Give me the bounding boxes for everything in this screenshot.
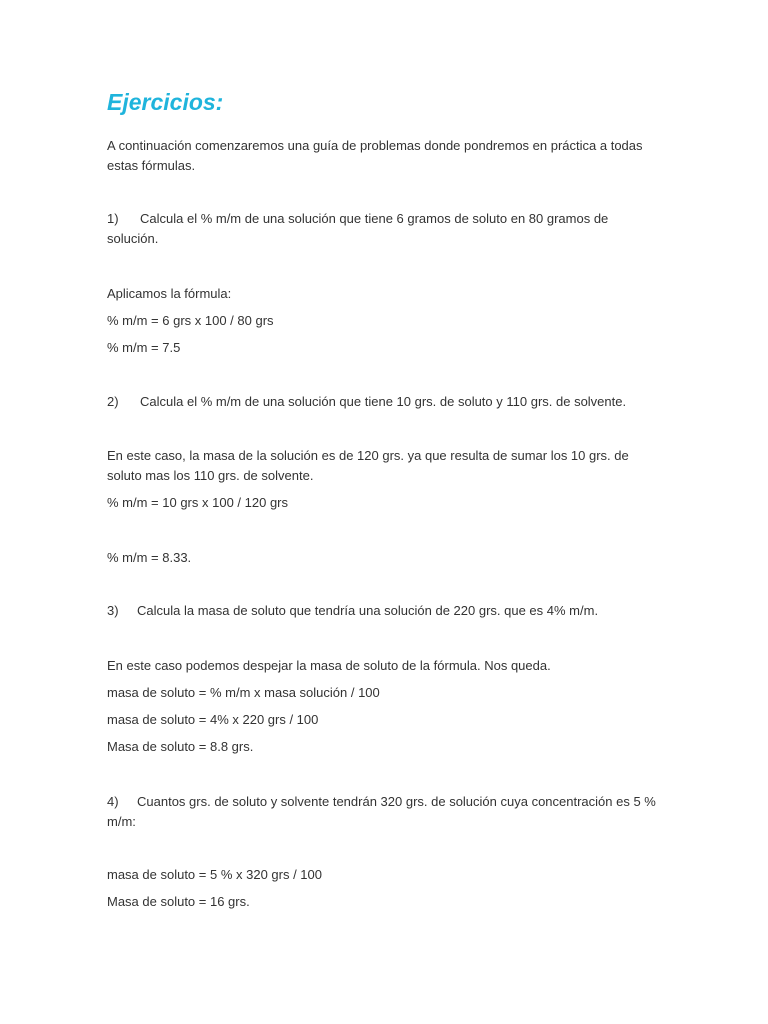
exercise-2-statement: [107, 392, 662, 412]
exercise-1-text: Calcula el % m/m de una solución que tiene 6 gramos de soluto en 80 gramos de solución.: [107, 211, 609, 246]
exercise-4-text: Cuantos grs. de soluto y solvente tendrán 320 grs. de solución cuya concentración es 5 % m/m:: [107, 794, 656, 829]
exercise-3-statement: [107, 601, 662, 621]
exercise-1-number: 1): [107, 211, 119, 226]
exercise-2-number: 2): [107, 394, 119, 409]
exercise-3-line-4: Masa de soluto = 8.8 grs.: [107, 739, 254, 754]
exercise-2-line-1: En este caso, la masa de la solución es de 120 grs. ya que resulta de sumar los 10 grs. de soluto mas los 110 grs. de solvente.: [107, 448, 629, 483]
exercise-4-line-2: Masa de soluto = 16 grs.: [107, 894, 250, 909]
intro-paragraph: A continuación comenzaremos una guía de problemas donde pondremos en práctica a todas estas fórmulas.: [107, 138, 643, 173]
exercise-1-line-1: Aplicamos la fórmula:: [107, 286, 232, 301]
exercise-3-line-1: En este caso podemos despejar la masa de soluto de la fórmula. Nos queda.: [107, 658, 551, 673]
page-title: Ejercicios:: [107, 89, 224, 115]
exercise-3-line-3: masa de soluto = 4% x 220 grs / 100: [107, 712, 319, 727]
exercise-3-line-2: masa de soluto = % m/m x masa solución / 100: [107, 685, 380, 700]
exercise-2-text: Calcula el % m/m de una solución que tiene 10 grs. de soluto y 110 grs. de solvente.: [140, 394, 627, 409]
exercise-4-statement: [107, 792, 662, 832]
exercise-1-line-3: % m/m = 7.5: [107, 340, 181, 355]
exercise-4-number: 4): [107, 794, 119, 809]
exercise-4-line-1: masa de soluto = 5 % x 320 grs / 100: [107, 867, 322, 882]
exercise-3-text: Calcula la masa de soluto que tendría una solución de 220 grs. que es 4% m/m.: [137, 603, 599, 618]
exercise-3-number: 3): [107, 603, 119, 618]
exercise-2-line-3: % m/m = 8.33.: [107, 550, 192, 565]
exercise-2-line-2: % m/m = 10 grs x 100 / 120 grs: [107, 495, 288, 510]
exercise-1-line-2: % m/m = 6 grs x 100 / 80 grs: [107, 313, 274, 328]
exercise-1-statement: [107, 209, 662, 249]
